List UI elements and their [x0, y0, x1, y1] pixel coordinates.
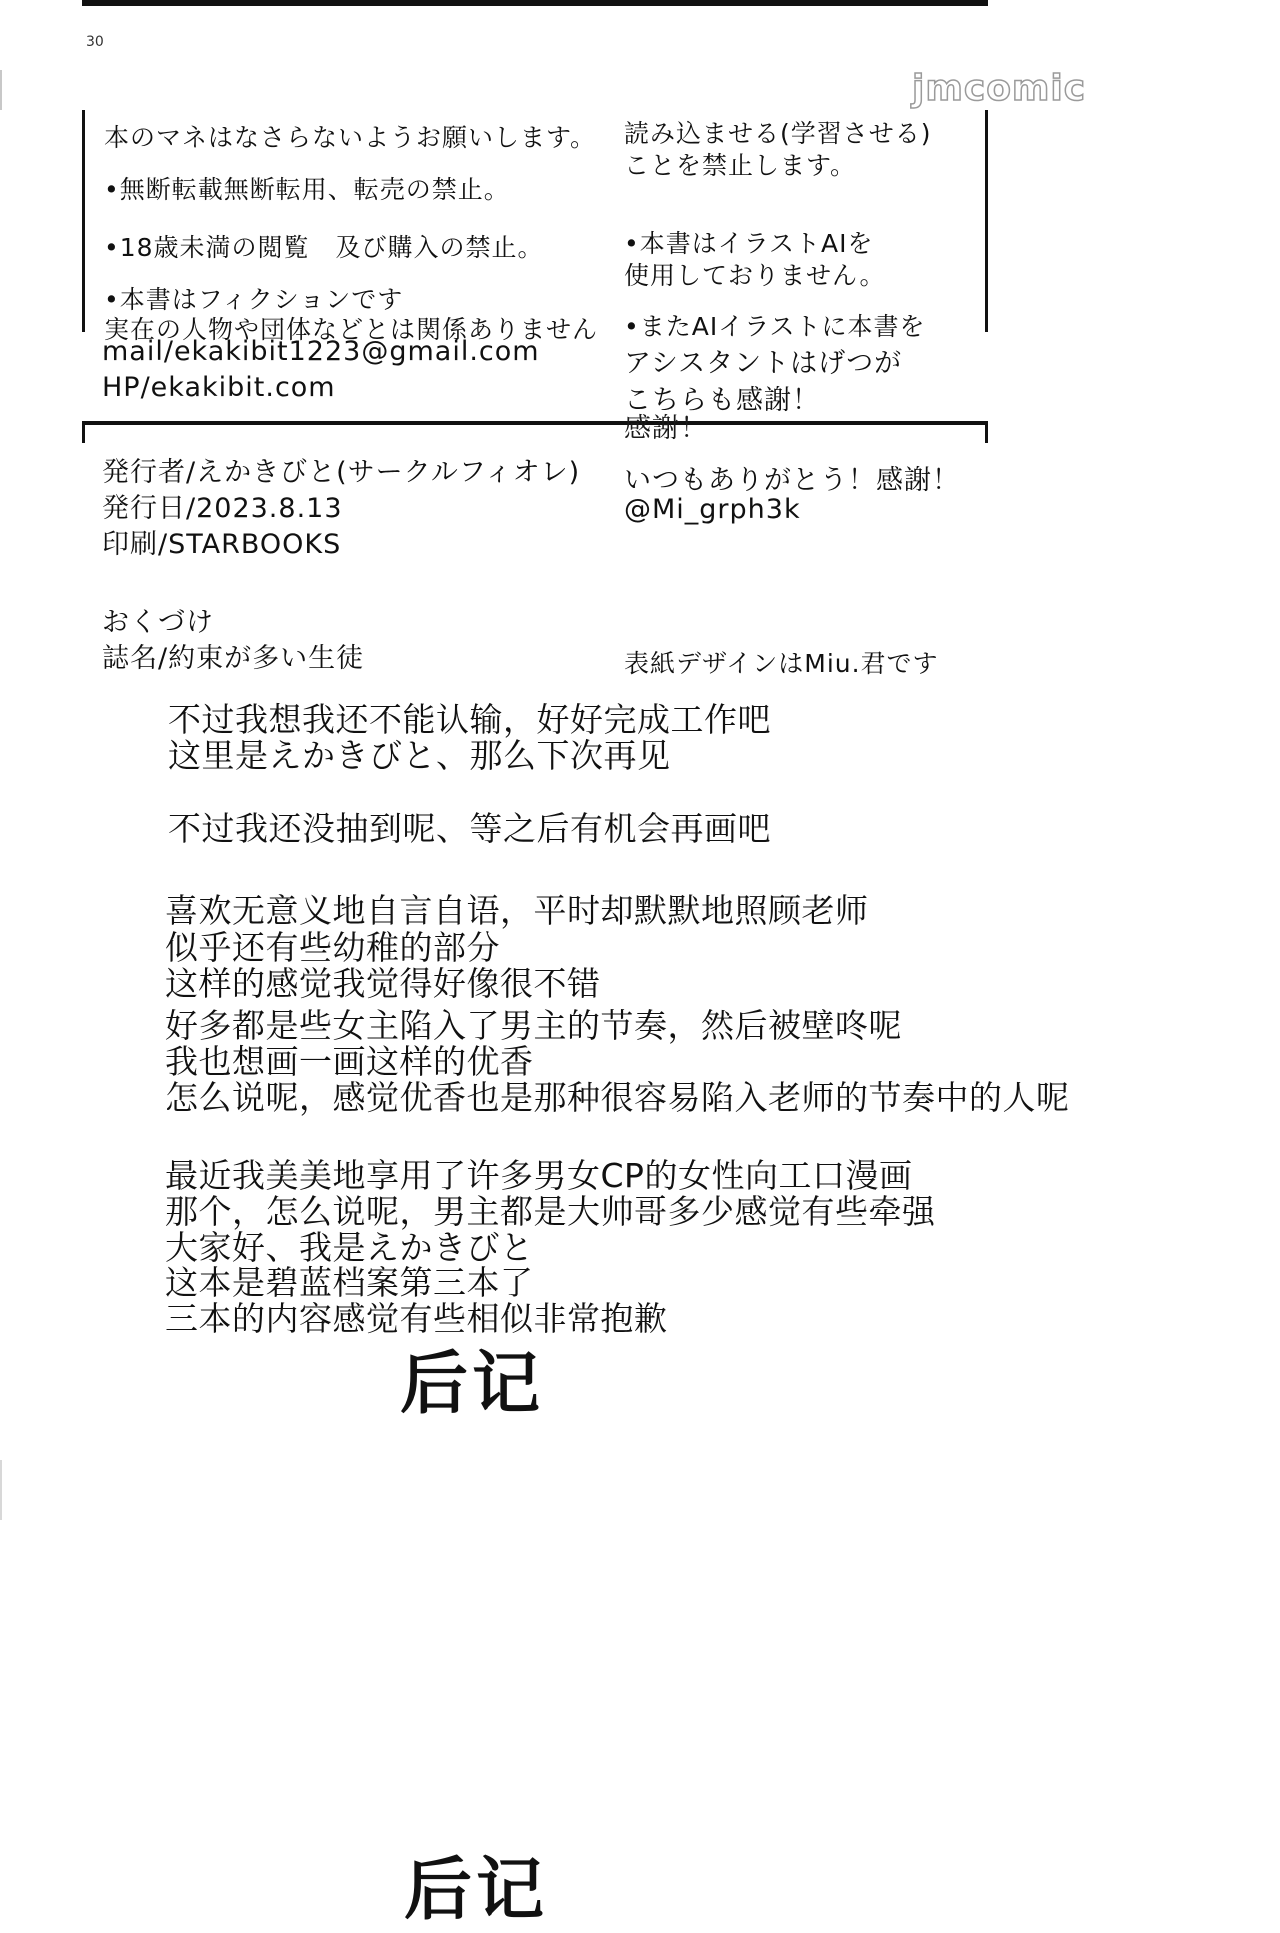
afterword-heading: 后记 — [400, 1345, 545, 1424]
colophon-left-rule — [82, 421, 85, 443]
colophon-right-rule — [985, 421, 988, 443]
colophon-title: 誌名/約束が多い生徒 — [102, 643, 365, 674]
scan-edge-mark — [0, 70, 2, 110]
afterword-line: 怎么说呢，感觉优香也是那种很容易陷入老师的节奏中的人呢 — [165, 1078, 1070, 1117]
contact-hp: HP/ekakibit.com — [102, 372, 336, 403]
colophon-publisher: 発行者/えかきびと(サークルフィオレ) — [102, 457, 581, 488]
notice-line-1: 本のマネはなさらないようお願いします。 — [104, 123, 597, 152]
notice-right-line-4: 使用しておりません。 — [624, 261, 886, 290]
afterword-line: 三本的内容感觉有些相似非常抱歉 — [165, 1299, 668, 1338]
notice-right-line-2: ことを禁止します。 — [624, 151, 857, 180]
colophon-cover-design: 表紙デザインはMiu.君です — [624, 649, 939, 678]
notice-left-rule — [82, 110, 85, 332]
colophon-thanks: いつもありがとう！感謝！ — [624, 465, 960, 496]
afterword-line: 好多都是些女主陷入了男主的节奏，然后被壁咚呢 — [165, 1006, 902, 1045]
notice-line-4: •本書はフィクションです — [104, 285, 404, 314]
clipped-text-fragment: 感謝！ — [624, 413, 708, 444]
afterword-line: 最近我美美地享用了许多男女CP的女性向工口漫画 — [165, 1156, 913, 1195]
contact-mail: mail/ekakibit1223@gmail.com — [102, 336, 540, 367]
afterword-line: 那个，怎么说呢，男主都是大帅哥多少感觉有些牵强 — [165, 1192, 936, 1231]
afterword-line: 不过我想我还不能认输，好好完成工作吧 — [168, 700, 771, 739]
colophon-top-border — [82, 421, 988, 425]
afterword-line: 这里是えかきびと、那么下次再见 — [168, 736, 671, 775]
assistant-line-2: こちらも感謝！ — [624, 385, 820, 416]
afterword-line: 这本是碧蓝档案第三本了 — [165, 1263, 534, 1302]
afterword-line: 大家好、我是えかきびと — [165, 1228, 534, 1267]
top-border — [82, 0, 988, 6]
afterword-line: 我也想画一画这样的优香 — [165, 1042, 534, 1081]
afterword-line: 喜欢无意义地自言自语，平时却默默地照顾老师 — [165, 891, 869, 930]
colophon-handle: @Mi_grph3k — [624, 494, 801, 525]
notice-right-rule — [985, 110, 988, 332]
colophon-date: 発行日/2023.8.13 — [102, 493, 343, 524]
watermark-logo: jmcomic — [912, 68, 1087, 109]
notice-right-line-1: 読み込ませる(学習させる) — [624, 119, 932, 148]
page-number: 30 — [86, 34, 104, 50]
assistant-line-1: アシスタントはげつが — [624, 348, 903, 379]
clipped-heading-fragment: 后记 — [404, 1851, 549, 1930]
notice-line-5: 実在の人物や団体などとは関係ありません — [104, 315, 599, 344]
afterword-line: 这样的感觉我觉得好像很不错 — [165, 964, 601, 1003]
notice-right-line-3: •本書はイラストAIを — [624, 229, 874, 258]
afterword-line: 不过我还没抽到呢、等之后有机会再画吧 — [168, 809, 771, 848]
scan-edge-mark — [0, 1460, 2, 1520]
colophon-printer: 印刷/STARBOOKS — [102, 529, 342, 560]
notice-line-3: •18歳未満の閲覧 及び購入の禁止。 — [104, 233, 544, 262]
notice-line-2: •無断転載無断転用、転売の禁止。 — [104, 175, 510, 204]
notice-right-line-5: •またAIイラストに本書を — [624, 312, 926, 341]
colophon-okuduke: おくづけ — [102, 607, 214, 638]
afterword-line: 似乎还有些幼稚的部分 — [165, 928, 500, 967]
